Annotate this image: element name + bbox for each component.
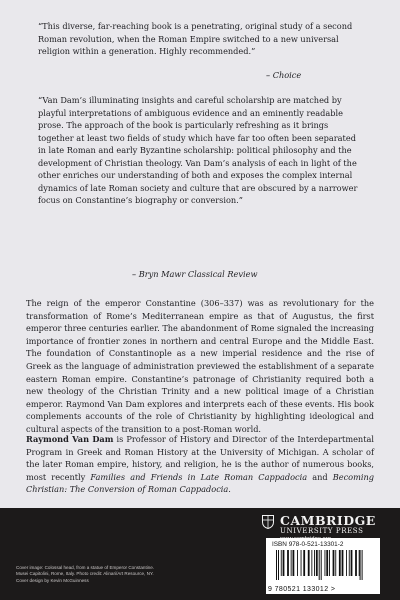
barcode-bar xyxy=(291,550,292,576)
barcode-bar xyxy=(326,550,328,576)
review-source-bmcr: – Bryn Mawr Classical Review xyxy=(132,269,258,279)
barcode-bar xyxy=(339,550,341,576)
barcode-bar xyxy=(342,550,344,576)
author-bio xyxy=(26,433,374,496)
review-source-choice: – Choice xyxy=(266,70,302,80)
barcode-guard-bar xyxy=(360,550,361,580)
publisher-subtitle: UNIVERSITY PRESS xyxy=(280,527,364,535)
review-quote-bmcr: “Van Dam’s illuminating insights and careful scholarship are matched by playful interpretations of ambiguous evidence and an eminently readable prose. The approach of the book is particularly refreshing as it brings together at least two fields of study which have far too often been separated in late Roman and early Byzantine scholarship: political philosophy and the development of Christian theology. Van Dam’s analysis of each in light of the other enriches our understanding of both and exposes the complex internal dynamics of late Roman society and culture that are obscured by a narrower focus on Constantine’s biography or conversion.” xyxy=(38,95,358,205)
barcode-bar xyxy=(351,550,353,576)
barcode-guard-bar xyxy=(278,550,279,580)
book-title-families: Families and Friends in Late Roman Cappadocia xyxy=(90,471,308,482)
barcode-bars xyxy=(274,550,378,580)
credit-line-3: Cover design by Kevin McGuinness xyxy=(16,577,89,583)
shield-icon xyxy=(262,515,274,529)
book-description: The reign of the emperor Constantine (306–337) was as revolutionary for the transformation of Rome’s Mediterranean empire as that of Augustus, the first emperor three centuries earlier. The abandonment of Rome signaled the increasing importance of frontier zones in northern and central Europe and the Middle East. The foundation of Constantinople as a new imperial residence and the rise of Greek as the language of administration previewed the establishment of a separate eastern Roman empire. Constantine’s patronage of Christianity required both a new theology of the Christian Trinity and a new political image of a Christian emperor. Raymond Van Dam explores and interprets each of these events. His book complements accounts of the role of Christianity by highlighting ideological and cultural aspects of the transition to a post-Roman world. xyxy=(26,298,374,434)
barcode-bar xyxy=(281,550,282,576)
credit-line-2: Musei Capitolini, Rome, Italy. Photo credit: Alinari/Art Resource, NY. xyxy=(16,571,154,577)
author-bio-text-2: and xyxy=(307,471,333,482)
barcode-bar xyxy=(287,550,289,576)
credit-line-1: Cover image: Colossal head, from a statue of Emperor Constantine. xyxy=(16,565,155,570)
barcode-bar xyxy=(308,550,310,576)
author-bio-text-1: is Professor of History and Director of the Interdepartmental Program in Greek and Roman History at the University of Michigan. A scholar of the later Roman empire, history, and religion, he is the author of numerous books, most recently xyxy=(26,434,374,482)
barcode-guard-bar xyxy=(321,550,322,580)
review-quote-choice: “This diverse, far-reaching book is a penetrating, original study of a second Roman revolution, when the Roman Empire switched to a new universal religion within a generation. Highly recommended.” xyxy=(38,21,353,56)
barcode-bar xyxy=(316,550,318,576)
barcode-bar xyxy=(283,550,285,576)
barcode-bar xyxy=(349,550,350,576)
barcode-bar xyxy=(355,550,357,576)
barcode-bar xyxy=(293,550,295,576)
barcode-bar xyxy=(346,550,347,576)
barcode-bar xyxy=(335,550,336,576)
barcode-guard-bar xyxy=(319,550,320,580)
barcode-bar xyxy=(359,550,360,576)
cover-credits xyxy=(16,565,256,584)
barcode-bar xyxy=(303,550,305,576)
barcode-bar xyxy=(333,550,335,576)
barcode-bar xyxy=(301,550,302,576)
barcode-bar xyxy=(329,550,330,576)
isbn-label: ISBN 978-0-521-13301-2 xyxy=(272,541,344,548)
barcode-bar xyxy=(314,550,315,576)
barcode-guard-bar xyxy=(362,550,363,580)
barcode-bar xyxy=(325,550,326,576)
barcode-guard-bar xyxy=(276,550,277,580)
book-title-becoming-christian: Becoming Christian: The Conversion of Roman Cappadocia xyxy=(26,471,374,495)
publisher-name: CAMBRIDGE xyxy=(280,513,376,528)
author-bio-text-3: . xyxy=(228,484,231,495)
barcode-bar xyxy=(297,550,298,576)
barcode-bar xyxy=(311,550,312,576)
barcode-digits: 9 780521 133012 > xyxy=(268,586,336,593)
isbn-barcode xyxy=(266,538,380,594)
author-name: Raymond Van Dam xyxy=(26,434,114,444)
